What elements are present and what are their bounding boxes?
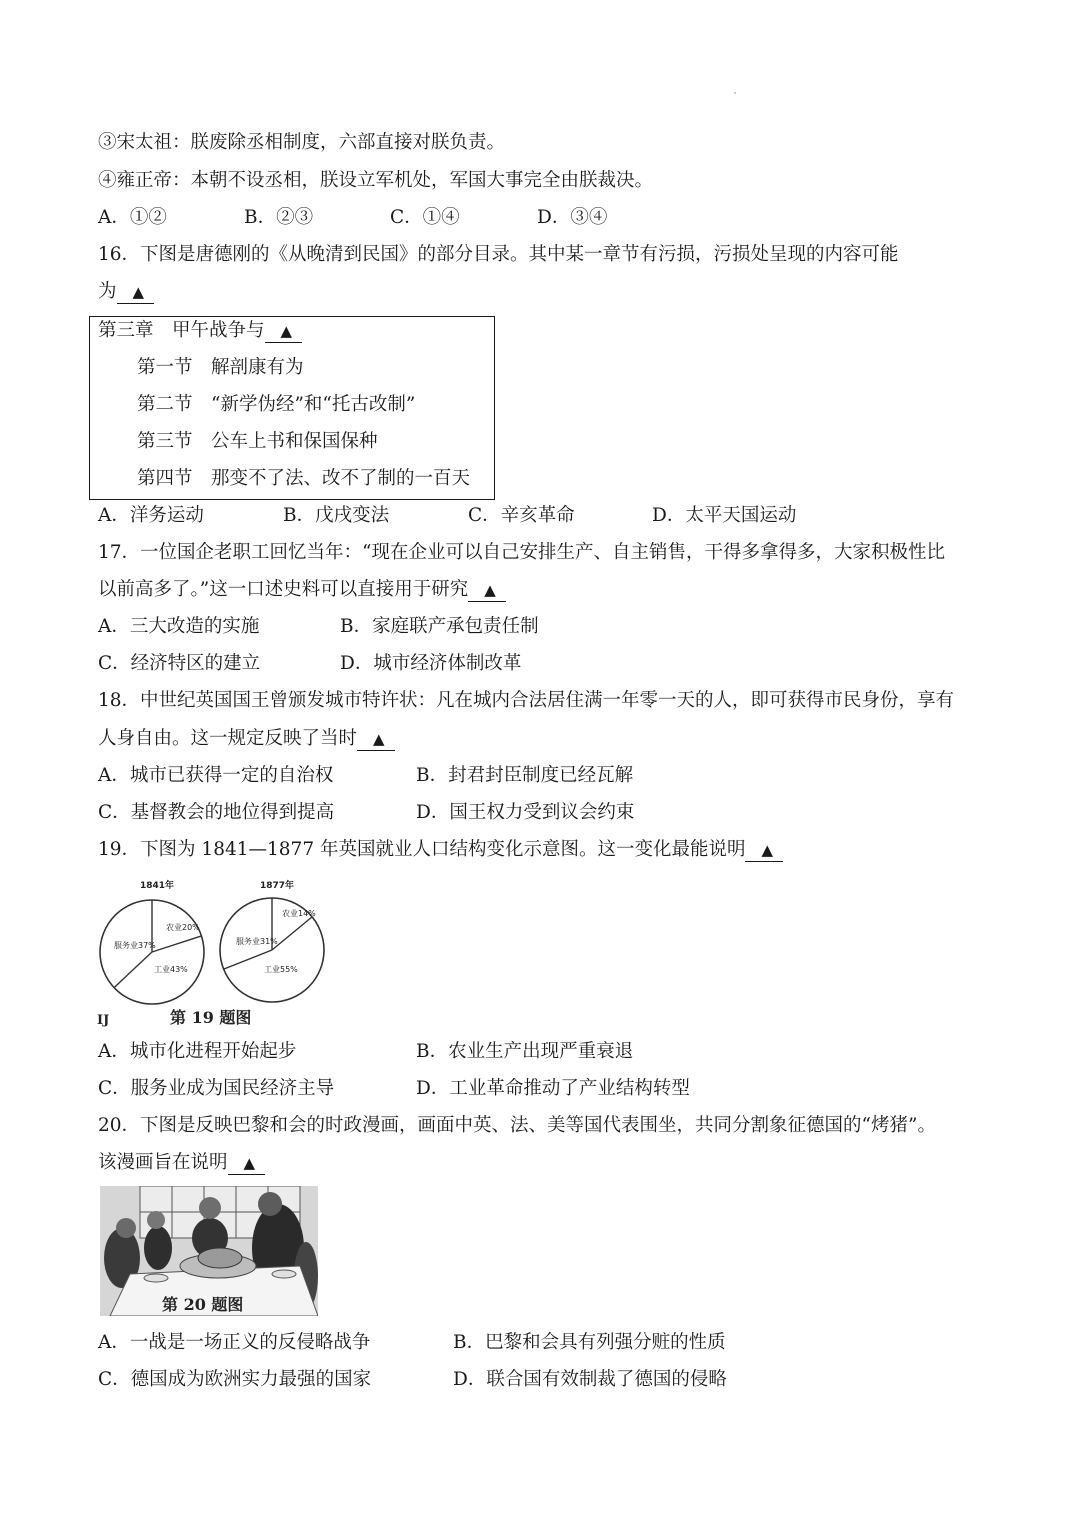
q16-option-c: C．辛亥革命 (468, 505, 575, 526)
q18-option-d: D．国王权力受到议会约束 (416, 802, 635, 823)
pie-slice-label: 服务业31% (236, 937, 278, 946)
triangle-icon: ▲ (132, 283, 145, 301)
pie-title: 1841年 (140, 881, 175, 891)
q18-stem-line1: 18．中世纪英国国王曾颁发城市特许状：凡在城内合法居住满一年零一天的人，即可获得市民身份，享有 (98, 690, 955, 711)
q20-stem-line1: 20．下图是反映巴黎和会的时政漫画，画面中英、法、美等国代表围坐，共同分割象征德国的“烤猪”。 (98, 1115, 936, 1136)
q20-stem-line2: 该漫画旨在说明 ▲ (98, 1151, 265, 1175)
toc-section-1: 第一节 解剖康有为 (137, 357, 304, 378)
q17-option-a: A．三大改造的实施 (98, 616, 260, 637)
q20-option-d: D．联合国有效制裁了德国的侵略 (453, 1369, 727, 1390)
triangle-icon: ▲ (761, 841, 774, 859)
q16-option-a: A．洋务运动 (98, 505, 204, 526)
q15-option-c: C．①④ (390, 207, 460, 228)
q15-option-a: A．①② (98, 207, 167, 228)
answer-blank (117, 281, 155, 304)
q18-option-b: B．封君封臣制度已经瓦解 (416, 765, 634, 786)
q16-toc-box (89, 316, 495, 500)
q16-option-d: D．太平天国运动 (652, 505, 797, 526)
toc-section-4: 第四节 那变不了法、改不了制的一百天 (137, 468, 471, 489)
q19-option-d: D．工业革命推动了产业结构转型 (416, 1078, 690, 1099)
triangle-icon: ▲ (373, 730, 385, 748)
answer-blank (228, 1152, 266, 1175)
q17-option-c: C．经济特区的建立 (98, 653, 261, 674)
pie-slice-label: 农业14% (282, 909, 316, 918)
pie-slice-label: 工业43% (154, 965, 188, 974)
answer-blank (468, 579, 506, 602)
q18-option-a: A．城市已获得一定的自治权 (98, 765, 334, 786)
answer-blank (265, 320, 303, 343)
toc-chapter: 第三章 甲午战争与 ▲ (98, 319, 302, 343)
q19-stray-mark: IJ (97, 1013, 110, 1028)
pie-slice-label: 工业55% (264, 965, 298, 974)
toc-section-3: 第三节 公车上书和保国保种 (137, 431, 378, 452)
toc-section-2: 第二节 “新学伪经”和“托古改制” (137, 394, 416, 415)
q17-stem-line1: 17．一位国企老职工回忆当年：“现在企业可以自己安排生产、自主销售，干得多拿得多，大家积极性比 (98, 542, 946, 563)
q16-stem-line1: 16．下图是唐德刚的《从晚清到民国》的部分目录。其中某一章节有污损，污损处呈现的内容可能 (98, 244, 899, 265)
q20-option-b: B．巴黎和会具有列强分赃的性质 (453, 1332, 726, 1353)
q15-option-d: D．③④ (537, 207, 608, 228)
pie-title: 1877年 (260, 881, 295, 891)
q18-option-c: C．基督教会的地位得到提高 (98, 802, 335, 823)
answer-blank (357, 728, 395, 751)
q19-option-c: C．服务业成为国民经济主导 (98, 1078, 335, 1099)
speck (734, 92, 736, 94)
triangle-icon: ▲ (280, 322, 293, 340)
q17-option-b: B．家庭联产承包责任制 (340, 616, 539, 637)
pie-slice-label: 服务业37% (114, 941, 156, 950)
q20-figure-caption: 第 20 题图 (162, 1295, 244, 1314)
q17-stem-line2: 以前高多了。”这一口述史料可以直接用于研究 ▲ (98, 578, 506, 602)
q18-stem-line2: 人身自由。这一规定反映了当时 ▲ (98, 727, 395, 751)
q15-option-b: B．②③ (244, 207, 314, 228)
q19-stem: 19．下图为 1841—1877 年英国就业人口结构变化示意图。这一变化最能说明 ▲ (98, 838, 783, 862)
q20-option-a: A．一战是一场正义的反侵略战争 (98, 1332, 371, 1353)
pie-slice-label: 农业20% (166, 923, 200, 932)
q19-option-b: B．农业生产出现严重衰退 (416, 1041, 634, 1062)
triangle-icon: ▲ (243, 1154, 256, 1172)
q20-cartoon-figure (100, 1186, 318, 1316)
q15-item4: ④雍正帝：本朝不设丞相，朕设立军机处，军国大事完全由朕裁决。 (98, 170, 654, 191)
q20-option-c: C．德国成为欧洲实力最强的国家 (98, 1369, 372, 1390)
q19-option-a: A．城市化进程开始起步 (98, 1041, 297, 1062)
q19-figure-caption: 第 19 题图 (170, 1008, 252, 1027)
answer-blank (745, 839, 783, 862)
q16-option-b: B．戊戌变法 (283, 505, 390, 526)
q17-option-d: D．城市经济体制改革 (340, 653, 522, 674)
q19-pie-charts-figure (92, 872, 332, 1032)
q15-item3: ③宋太祖：朕废除丞相制度，六部直接对朕负责。 (98, 132, 506, 153)
q16-stem-line2: 为 ▲ (98, 280, 154, 304)
triangle-icon: ▲ (484, 581, 496, 599)
